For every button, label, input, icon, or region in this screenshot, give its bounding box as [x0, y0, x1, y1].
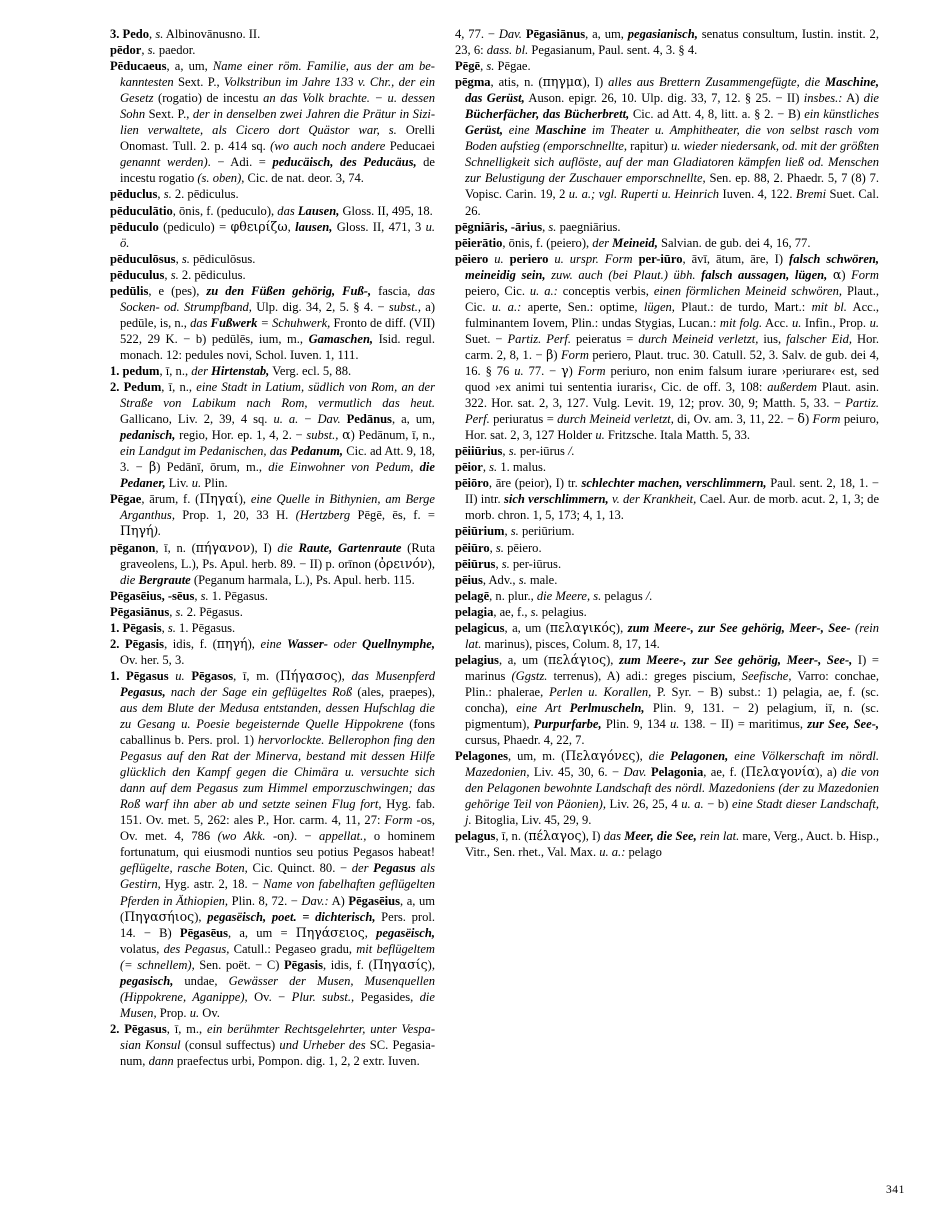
- dictionary-entry: 1. Pēgasis, s. 1. Pēgasus.: [110, 620, 236, 635]
- dictionary-entry: pēiiūrius, s. per-iūrus /.: [455, 444, 575, 459]
- dictionary-entry: pēierātio, ōnis, f. (peiero), der Meineid, Salvian. de gub. dei 4, 16, 77.: [455, 235, 811, 250]
- dictionary-entry: pēganon, ī, n. (πήγανον), I) die Raute, Gartenraute (Ruta graveolens, L.), Ps. Apul. herb. 89. − II) p. orīnon (ὀρεινόν), die Bergraute (Peganum harmala, L.), Ps. Apul. herb. 115.: [110, 539, 436, 587]
- dictionary-entry: pēgniāris, -ārius, s. paegniārius.: [455, 219, 621, 234]
- dictionary-entry: pelagia, ae, f., s. pelagius.: [455, 604, 587, 619]
- dictionary-entry: 1. Pēgasus u. Pēgasos, ī, m. (Πήγασος), das Musenpferd Pegasus, nach der Sage ein geflügeltes Roß (ales, praepes), aus dem Blute der Medusa entstanden, dessen Hufschlag die zu Gesang u. Poesie begeisternde Quelle Hippokrene (fons caballinus b. Pers. prol. 1) hervorlockte. Bellerophon fing den Pegasus auf den Rat der Minerva, bestand mit dessen Hilfe glücklich den Kampf gegen die Chimära u. versuchte sich dann auf dem Pegasus zum Himmel emporzuschwingen; das Roß warf ihn aber ab und setzte seinen Flug fort, Hyg. fab. 151. Ov. met. 5, 262: ales P., Hor. carm. 4, 11, 27: Form -os, Ov. met. 4, 786 (wo Akk. -on). − appellat., o hominem fortunatum, qui eiusmodi nuntios seu potius Pegasos habeat! geflügelte, rasche Boten, Cic. Quinct. 80. − der Pegasus als Gestirn, Hyg. astr. 2, 18. − Name von fabelhaften geflügelten Pferden in Äthiopien, Plin. 8, 72. − Dav.: A) Pēgasēius, a, um (Πηγασήιος), pegasëisch, poet. = dichterisch, Pers. prol. 14. − B) Pēgasēus, a, um = Πηγάσειος, pegasëisch, volatus, des Pegasus, Catull.: Pegaseo gradu, mit beflügeltem (= schnellem), Sen. poët. − C) Pēgasis, idis, f. (Πηγασίς), pegasisch, undae, Gewässer der Musen, Musenquellen (Hippokrene, Aganippe), Ov. − Plur. subst., Pegasides, die Musen, Prop. u. Ov.: [110, 667, 436, 1020]
- dictionary-entry: 2. Pēgasus, ī, m., ein berühmter Rechtsgelehrter, unter Vespasian Konsul (consul suffectus) und Urheber des SC. Pegasianum, dann praefectus urbi, Pompon. dig. 1, 2, 2 extr. Iuven.: [110, 1021, 435, 1068]
- dictionary-entry: pelagus, ī, n. (πέλαγος), I) das Meer, die See, rein lat. mare, Verg., Auct. b. Hisp., Vitr., Sen. rhet., Val. Max. u. a.: pelago: [455, 828, 879, 860]
- dictionary-entry: pēduculo (pediculo) = φθειρίζω, lausen, Gloss. II, 471, 3 u. ö.: [110, 218, 435, 250]
- dictionary-entry: pēdor, s. paedor.: [110, 43, 196, 58]
- dictionary-entry: pelagicus, a, um (πελαγικός), zum Meere-, zur See gehörig, Meer-, See- (rein lat. marinus), pisces, Colum. 8, 17, 14.: [455, 619, 879, 651]
- dictionary-entry: pelagius, a, um (πελάγιος), zum Meere-, zur See gehörig, Meer-, See-, I) = marinus (Ggstz. terrenus), A) adi.: greges piscium, Seefische, Varro: conchae, Plin.: phalerae, Perlen u. Korallen, P. Syr. − B) subst.: 1) pelagia, ae, f. (sc. concha), eine Art Perlmuscheln, Plin. 9, 131. − 2) pelagium, iī, n. (sc. pigmentum), Purpurfarbe, Plin. 9, 134 u. 138. − II) = maritimus, zur See, See-, cursus, Phaedr. 4, 22, 7.: [455, 651, 880, 748]
- right-column: [455, 26, 879, 1178]
- dictionary-entry: pēiūrus, s. per-iūrus.: [455, 556, 562, 571]
- dictionary-entry: 3. Pedo, s. Albinovānusno. II.: [110, 27, 261, 41]
- dictionary-entry: pēior, s. 1. malus.: [455, 460, 546, 475]
- dictionary-entry: Pelagones, um, m. (Πελαγόνες), die Pelagonen, eine Völkerschaft im nördl. Mazedonien, Liv. 45, 30, 6. − Dav. Pelagonia, ae, f. (Πελαγονία), a) die von den Pelagonen bewohnte Landschaft des nördl. Mazedoniens (der zu Mazedonien gehörige Teil von Päonien), Liv. 26, 25, 4 u. a. − b) eine Stadt dieser Landschaft, j. Bitoglia, Liv. 45, 29, 9.: [455, 748, 880, 828]
- dictionary-entry: 2. Pēgasis, idis, f. (πηγή), eine Wasser- oder Quellnymphe, Ov. her. 5, 3.: [110, 635, 435, 667]
- dictionary-entry: pēduclus, s. 2. pēdiculus.: [110, 187, 239, 202]
- left-column: [30, 26, 435, 1178]
- dictionary-entry: Pēgae, ārum, f. (Πηγαί), eine Quelle in Bithynien, am Berge Arganthus, Prop. 1, 20, 33 H. (Hertzberg Pēgē, ēs, f. = Πηγή).: [110, 491, 435, 539]
- dictionary-entry: pēduculātio, ōnis, f. (peduculo), das Lausen, Gloss. II, 495, 18.: [110, 203, 433, 218]
- dictionary-entry: Pēgasiānus, s. 2. Pēgasus.: [110, 604, 243, 619]
- dictionary-entry: pēiūrium, s. periūrium.: [455, 524, 575, 539]
- dictionary-entry: pēgma, atis, n. (πηγμα), I) alles aus Brettern Zusammengefügte, die Maschine, das Gerüst, Auson. epigr. 26, 10. Ulp. dig. 33, 7, 12. § 25. − II) insbes.: A) die Bücherfächer, das Bücherbrett, Cic. ad Att. 4, 8, litt. a. § 2. − B) ein künstliches Gerüst, eine Maschine im Theater u. Amphitheater, die von selbst rasch vom Boden aufstieg (emporschnellte, rapitur) u. wieder niedersank, od. mit der größten Schnelligkeit sich auflöste, auf der man Gladiatoren kämpfen ließ od. Menschen zur Belustigung der Zuschauer emporschnellte, Sen. ep. 88, 2. Phaedr. 5, 7 (8) 7. Vopisc. Carin. 19, 2 u. a.; vgl. Ruperti u. Heinrich Iuven. 4, 122. Bremi Suet. Cal. 26.: [455, 74, 880, 218]
- dictionary-entry: Pēgē, s. Pēgae.: [455, 59, 531, 74]
- dictionary-entry: pedūlis, e (pes), zu den Füßen gehörig, Fuß-, fascia, das Socken- od. Strumpfband, Ulp. dig. 34, 2, 5. § 4. − subst., a) pedūle, is, n., das Fußwerk = Schuhwerk, Fronto de diff. (VII) 522, 29 K. − b) pedūlēs, ium, m., Gamaschen, Isid. regul. monach. 12: pedules novi, Schol. Iuven. 1, 111.: [110, 283, 436, 362]
- dictionary-entry: pēduculus, s. 2. pēdiculus.: [110, 267, 246, 282]
- dictionary-entry: pelagē, n. plur., die Meere, s. pelagus /.: [455, 588, 653, 603]
- page-number: 341: [885, 1184, 905, 1196]
- dictionary-entry: Pēducaeus, a, um, Name einer röm. Familie, aus der am bekanntesten Sext. P., Volkstribun im Jahre 133 v. Chr., der ein Gesetz (rogatio) de incestu an das Volk brachte. − u. dessen Sohn Sext. P., der in denselben zwei Jahren die Prätur in Sizilien verwaltete, als Cicero dort Quästor war, s. Orelli Onomast. Tull. 2. p. 414 sq. (wo auch noch andere Peducaei genannt werden). − Adi. = peducäisch, des Peducäus, de incestu rogatio (s. oben), Cic. de nat. deor. 3, 74.: [110, 59, 435, 186]
- dictionary-entry: pēduculōsus, s. pēdiculōsus.: [110, 251, 256, 266]
- page-columns: [30, 26, 905, 1178]
- dictionary-entry: pēiero u. periero u. urspr. Form per-iūro, āvī, ātum, āre, I) falsch schwören, meineidig sein, zuw. auch (bei Plaut.) übh. falsch aussagen, lügen, α) Form peiero, Cic. u. a.: conceptis verbis, einen förmlichen Meineid schwören, Plaut., Cic. u. a.: aperte, Sen.: optime, lügen, Plaut.: de turdo, Mart.: mit bl. Acc., fulminantem Iovem, Plin.: undas Stygias, Lucan.: mit folg. Acc. u. Infin., Prop. u. Suet. − Partiz. Perf. peieratus = durch Meineid verletzt, ius, falscher Eid, Hor. carm. 2, 8, 1. − β) Form periero, Plaut. truc. 30. Catull. 52, 3. Salv. de gub. dei 4, 16. § 76 u. 77. − γ) Form periuro, non enim falsum iurare ›periurare‹ est, sed quod ›ex animi tui sententia iuraris‹, Cic. de off. 3, 108: außerdem Plaut. asin. 322. Hor. sat. 2, 3, 127. Vulg. Levit. 19, 12; prov. 30, 9; Matth. 5, 33. − Partiz. Perf. periuratus = durch Meineid verletzt, di, Ov. am. 3, 11, 22. − δ) Form peiuro, Hor. sat. 2, 3, 127 Holder u. Fritzsche. Itala Matth. 5, 33.: [455, 251, 880, 443]
- dictionary-entry: 2. Pedum, ī, n., eine Stadt in Latium, südlich von Rom, an der Straße von Labikum nach Rom, vermutlich das heut. Gallicano, Liv. 2, 39, 4 sq. u. a. − Dav. Pedānus, a, um, pedanisch, regio, Hor. ep. 1, 4, 2. − subst., α) Pedānum, ī, n., ein Landgut im Pedanischen, das Pedanum, Cic. ad Att. 9, 18, 3. − β) Pedānī, ōrum, m., die Einwohner von Pedum, die Pedaner, Liv. u. Plin.: [110, 380, 436, 491]
- dictionary-entry: pēius, Adv., s. male.: [455, 572, 558, 587]
- dictionary-entry: 1. pedum, ī, n., der Hirtenstab, Verg. ecl. 5, 88.: [110, 363, 352, 378]
- dictionary-entry: Pēgasēius, -sēus, s. 1. Pēgasus.: [110, 588, 268, 603]
- dictionary-entry: pēiōro, āre (peior), I) tr. schlechter machen, verschlimmern, Paul. sent. 2, 18, 1. − II) intr. sich verschlimmern, v. der Krankheit, Cael. Aur. de morb. acut. 2, 1, 3; de morb. chron. 1, 5, 173; 4, 1, 13.: [455, 476, 880, 523]
- dictionary-entry: pēiūro, s. pēiero.: [455, 540, 542, 555]
- dictionary-entry: 4, 77. − Dav. Pēgasiānus, a, um, pegasianisch, senatus consultum, Iustin. instit. 2, 23, 6: dass. bl. Pegasianum, Paul. sent. 4, 3. § 4.: [455, 27, 879, 58]
